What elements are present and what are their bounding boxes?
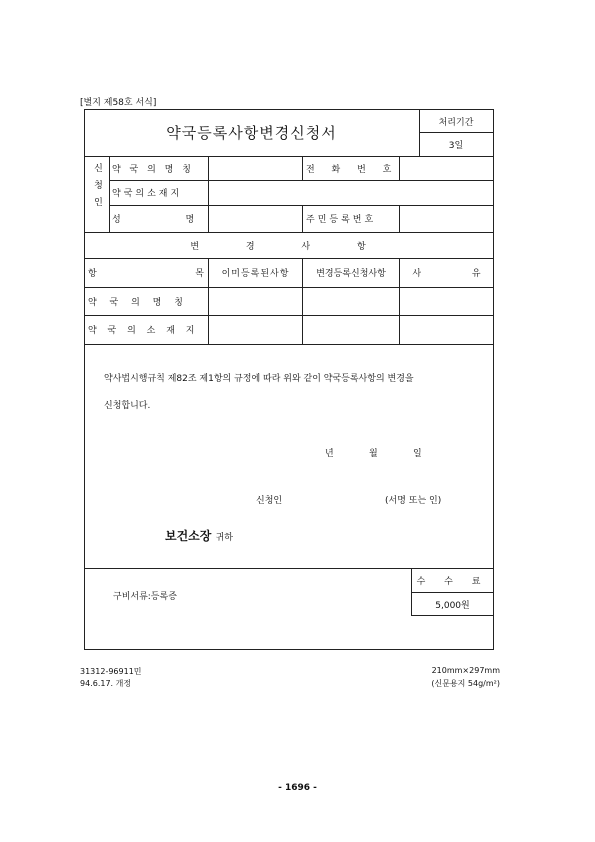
pharmacy-name-label: 약 국 의 명 칭 xyxy=(112,164,194,175)
signature-label: 신청인 xyxy=(256,496,283,506)
applicant-group-text: 신청인 xyxy=(92,163,102,214)
paper-type: (신문용지 54g/m²) xyxy=(431,679,500,688)
page-number: - 1696 - xyxy=(278,783,317,793)
requested-name-field[interactable] xyxy=(303,288,399,314)
pharmacy-location-field[interactable] xyxy=(209,181,493,204)
form-code: 31312-96911민 xyxy=(80,667,142,676)
registered-name-field[interactable] xyxy=(209,288,302,314)
reason-header: 사 유 xyxy=(412,269,481,279)
statement-line-2: 신청합니다. xyxy=(104,401,151,411)
reason-name-field[interactable] xyxy=(400,288,493,314)
registered-header: 이미등록된사항 xyxy=(221,269,290,279)
processing-period-label: 처리기간 xyxy=(438,117,474,128)
resident-number-field[interactable] xyxy=(400,206,493,231)
date-month: 월 xyxy=(369,449,378,459)
frame-bottom xyxy=(84,649,494,650)
applicant-group-label xyxy=(84,163,109,223)
phone-label: 전 화 번 호 xyxy=(306,164,399,175)
applicant-name-text: 성 명 xyxy=(112,215,195,225)
registered-location-field[interactable] xyxy=(209,316,302,343)
signature-note: (서명 또는 인) xyxy=(385,496,442,506)
date-year: 년 xyxy=(325,449,334,459)
applicant-name-label xyxy=(112,205,206,232)
fee-label: 수 수 료 xyxy=(416,576,489,587)
paper-size: 210mm×297mm xyxy=(431,666,500,675)
applicant-name-field[interactable] xyxy=(209,206,302,231)
addressee-suffix: 귀하 xyxy=(215,533,233,543)
changes-section-label: 변 경 사 항 xyxy=(190,241,388,252)
revision-date: 94.6.17. 개정 xyxy=(80,679,132,688)
date-day: 일 xyxy=(413,449,422,459)
addressee-name: 보건소장 xyxy=(165,529,212,543)
phone-field[interactable] xyxy=(400,157,493,179)
pharmacy-location-label: 약국의소재지 xyxy=(112,189,183,199)
statement-line-1: 약사법시행규칙 제82조 제1항의 규정에 따라 위와 같이 약국등록사항의 변경을 xyxy=(104,374,414,384)
item-header-start: 항 xyxy=(88,269,97,279)
change-request-header: 변경등록신청사항 xyxy=(316,269,386,279)
addressee xyxy=(165,527,233,544)
fee-value: 5,000원 xyxy=(435,600,470,611)
changes-bottom-line xyxy=(84,344,494,345)
fee-bottom-line xyxy=(411,615,494,616)
resident-number-label: 주민등록번호 xyxy=(306,215,377,225)
form-reference: [별지 제58호 서식] xyxy=(80,98,157,108)
processing-period-value: 3일 xyxy=(448,140,464,151)
applicant-group-divider xyxy=(109,156,110,232)
divider-a2 xyxy=(302,156,303,180)
item-header xyxy=(88,258,204,287)
item-header-end: 목 xyxy=(195,269,204,279)
change-row-pharmacy-name: 약 국 의 명 칭 xyxy=(88,297,188,308)
form-title: 약국등록사항변경신청서 xyxy=(166,124,337,142)
change-row-pharmacy-location: 약 국 의 소 재 지 xyxy=(88,326,199,336)
requested-location-field[interactable] xyxy=(303,316,399,343)
pharmacy-name-field[interactable] xyxy=(209,157,302,179)
reason-location-field[interactable] xyxy=(400,316,493,343)
divider-c2 xyxy=(302,205,303,232)
required-documents: 구비서류:등록증 xyxy=(113,592,177,602)
